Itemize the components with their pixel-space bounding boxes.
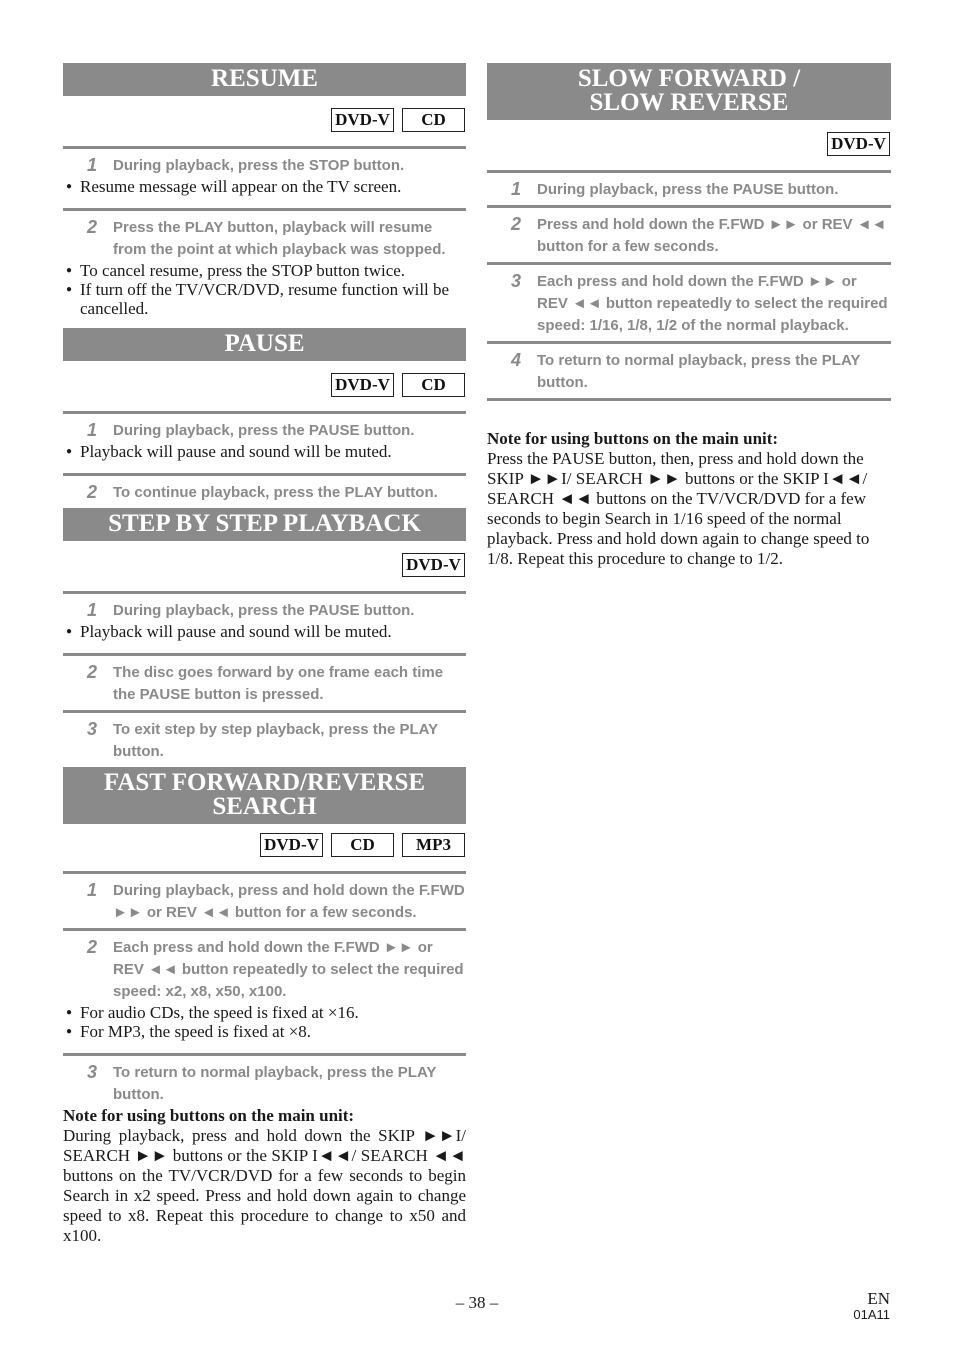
bullet-note: ● Playback will pause and sound will be muted. [63, 622, 466, 641]
step-text: Press and hold down the F.FWD ►► or REV ◄◄ button for a few seconds. [537, 216, 887, 255]
disc-badges [63, 553, 465, 577]
bullet-note: ● To cancel resume, press the STOP button twice. [63, 261, 466, 280]
right-column [487, 63, 891, 569]
step-number: 2 [86, 937, 97, 957]
title-line: SEARCH [212, 793, 317, 820]
step-number: 2 [86, 662, 97, 682]
bullet-note: ● If turn off the TV/VCR/DVD, resume function will be cancelled. [63, 280, 466, 318]
step-1 [487, 170, 891, 205]
badge-dvd-v: DVD-V [827, 132, 890, 156]
note-body: During playback, press and hold down the SKIP ►►I/ SEARCH ►► buttons or the SKIP I◄◄/ SEARCH ◄◄ buttons on the TV/VCR/DVD for a few seconds to begin Search in x2 speed. Press and hold down again to change speed to x8. Repeat this procedure to change to x50 and x100. [63, 1126, 466, 1245]
badge-cd: CD [402, 373, 465, 397]
section-fast-search [63, 767, 466, 1246]
disc-badges [63, 373, 465, 397]
section-step-by-step [63, 508, 466, 767]
section-title: PAUSE [63, 328, 466, 361]
step-number: 3 [86, 719, 97, 739]
bullet-note: ● For audio CDs, the speed is fixed at ×16. [63, 1003, 466, 1022]
badge-dvd-v: DVD-V [260, 833, 323, 857]
step-3 [63, 710, 466, 767]
step-text: The disc goes forward by one frame each time the PAUSE button is pressed. [113, 664, 444, 703]
step-number: 2 [86, 217, 97, 237]
step-1 [63, 591, 466, 645]
section-title: STEP BY STEP PLAYBACK [63, 508, 466, 541]
step-1 [63, 146, 466, 200]
step-2 [63, 653, 466, 710]
step-text: To return to normal playback, press the PLAY button. [113, 1064, 437, 1103]
step-number: 3 [86, 1062, 97, 1082]
step-number: 1 [510, 179, 521, 199]
step-2 [63, 473, 466, 508]
step-number: 1 [86, 880, 97, 900]
step-4 [487, 341, 891, 398]
step-3 [63, 1053, 466, 1106]
step-text: To return to normal playback, press the PLAY button. [537, 352, 861, 391]
step-text: During playback, press the PAUSE button. [113, 602, 415, 619]
note-title: Note for using buttons on the main unit: [487, 429, 779, 448]
step-text: To exit step by step playback, press the PLAY button. [113, 721, 438, 760]
step-text: Each press and hold down the F.FWD ►► or REV ◄◄ button repeatedly to select the required speed: 1/16, 1/8, 1/2 of the normal playback. [537, 273, 888, 334]
title-line: SLOW FORWARD / [577, 65, 801, 92]
disc-badges [487, 132, 890, 156]
step-number: 1 [86, 600, 97, 620]
badge-mp3: MP3 [402, 833, 465, 857]
step-1 [63, 871, 466, 928]
step-text: During playback, press and hold down the F.FWD ►► or REV ◄◄ button for a few seconds. [113, 882, 465, 921]
step-3 [487, 262, 891, 341]
step-number: 4 [510, 350, 521, 370]
step-number: 2 [86, 482, 97, 502]
note-main-unit [63, 1106, 466, 1246]
step-text: During playback, press the PAUSE button. [113, 422, 415, 439]
section-resume [63, 63, 466, 322]
title-line: SLOW REVERSE [589, 89, 789, 116]
step-text: During playback, press the STOP button. [113, 157, 405, 174]
section-title [63, 767, 466, 824]
step-text: During playback, press the PAUSE button. [537, 181, 839, 198]
note-title: Note for using buttons on the main unit: [63, 1106, 355, 1125]
badge-cd: CD [402, 108, 465, 132]
bullet-note: ● Playback will pause and sound will be muted. [63, 442, 466, 461]
step-number: 1 [86, 420, 97, 440]
step-1 [63, 411, 466, 465]
step-number: 1 [86, 155, 97, 175]
step-number: 2 [510, 214, 521, 234]
disc-badges [63, 833, 465, 857]
note-body: Press the PAUSE button, then, press and hold down the SKIP ►►I/ SEARCH ►► buttons or the SKIP I◄◄/ SEARCH ◄◄ buttons on the TV/VCR/DVD for a few seconds to begin Search in 1/16 speed of the normal playback. Press and hold down again to change speed to 1/8. Repeat this procedure to change to 1/2. [487, 449, 870, 568]
step-2 [63, 208, 466, 322]
step-2 [487, 205, 891, 262]
badge-cd: CD [331, 833, 394, 857]
step-text: To continue playback, press the PLAY button. [113, 484, 438, 501]
step-text: Each press and hold down the F.FWD ►► or REV ◄◄ button repeatedly to select the required speed: x2, x8, x50, x100. [113, 939, 464, 1000]
bullet-note: ● For MP3, the speed is fixed at ×8. [63, 1022, 466, 1041]
disc-badges [63, 108, 465, 132]
section-title [487, 63, 891, 120]
note-main-unit [487, 429, 891, 569]
badge-dvd-v: DVD-V [331, 373, 394, 397]
step-2 [63, 928, 466, 1045]
section-pause [63, 328, 466, 508]
badge-dvd-v: DVD-V [402, 553, 465, 577]
section-title: RESUME [63, 63, 466, 96]
document-code: 01A11 [853, 1307, 890, 1322]
title-line: FAST FORWARD/REVERSE [103, 769, 426, 796]
bullet-note: ● Resume message will appear on the TV screen. [63, 177, 466, 196]
left-column [63, 63, 466, 1246]
language-code: EN [867, 1289, 890, 1308]
step-text: Press the PLAY button, playback will resume from the point at which playback was stopped. [113, 219, 446, 258]
section-slow [487, 63, 891, 569]
badge-dvd-v: DVD-V [331, 108, 394, 132]
page-number: – 38 – [455, 1293, 499, 1312]
step-number: 3 [510, 271, 521, 291]
